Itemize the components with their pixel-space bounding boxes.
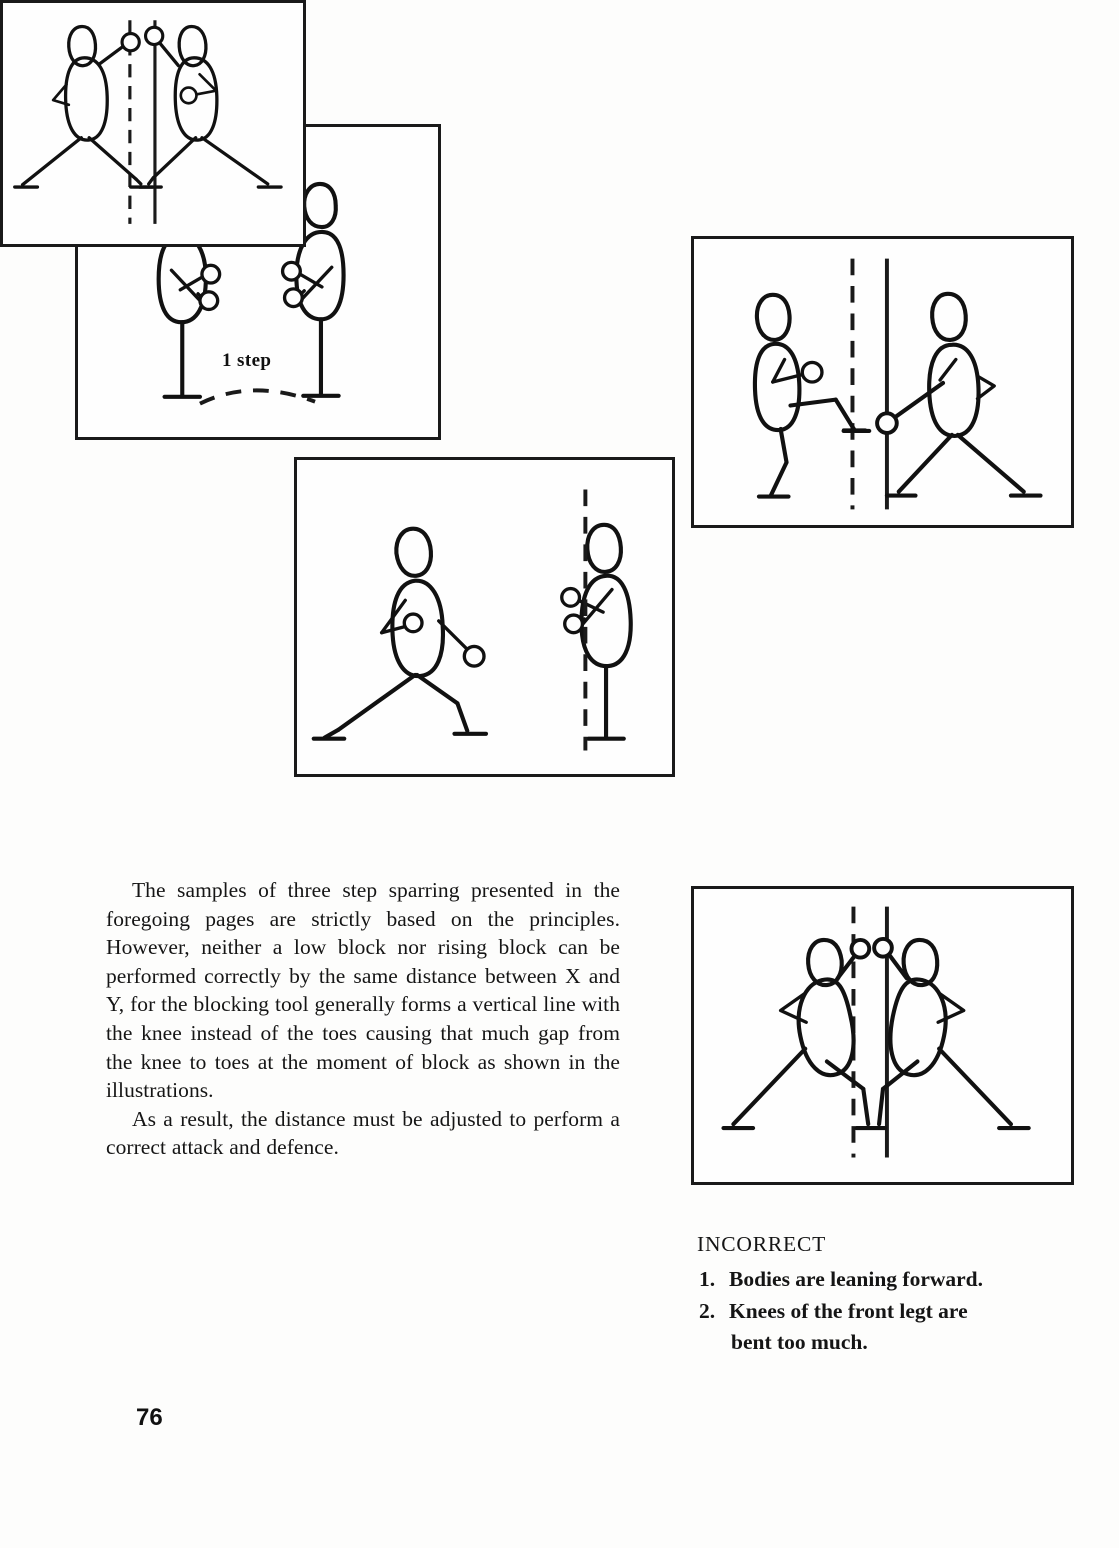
rising-block-illustration [3, 3, 303, 244]
panel-low-block [691, 236, 1074, 528]
paragraph-2: As a result, the distance must be adjusted to perform a correct attack and defence. [106, 1106, 620, 1160]
incorrect-list [697, 1264, 1027, 1358]
body-text [106, 876, 620, 1162]
figure-attacker-lunge [314, 529, 486, 739]
list-item-text: Knees of the front legt are [729, 1299, 968, 1323]
incorrect-heading: INCORRECT [697, 1232, 827, 1256]
figure-defender-standing [562, 525, 631, 739]
list-item-text: Bodies are leaning forward. [729, 1267, 984, 1291]
list-item [697, 1264, 1027, 1295]
list-item [697, 1296, 1027, 1358]
figure-right-leaning [874, 939, 1029, 1128]
figure-left-leaning [724, 940, 885, 1128]
incorrect-stance-illustration [694, 889, 1071, 1182]
list-item-number: 1. [699, 1267, 716, 1291]
panel-incorrect-stance [691, 886, 1074, 1185]
one-step-distance-arc [200, 390, 315, 403]
list-item-text-continued: bent too much. [731, 1330, 868, 1354]
figure-defender-low-block [877, 294, 1040, 496]
lunge-punch-illustration [297, 460, 672, 774]
panel-lunge-punch [294, 457, 675, 777]
paragraph-1: The samples of three step sparring presented in the foregoing pages are strictly based on the principles. However, neither a low block nor rising block can be performed correctly by the same distance between X and Y, for the blocking tool generally forms a vertical line with the knee instead of the toes causing that much gap from the knee to toes at the moment of block as shown in the illustrations. [106, 878, 620, 1103]
figure-left-rising-block [15, 26, 153, 187]
figure-right-rising-block [139, 26, 281, 187]
one-step-label: 1 step [222, 350, 272, 371]
panel-rising-block [0, 0, 306, 247]
list-item-number: 2. [699, 1299, 716, 1323]
page-number: 76 [136, 1404, 163, 1431]
low-block-illustration [694, 239, 1071, 525]
incorrect-notes [697, 1232, 1027, 1359]
